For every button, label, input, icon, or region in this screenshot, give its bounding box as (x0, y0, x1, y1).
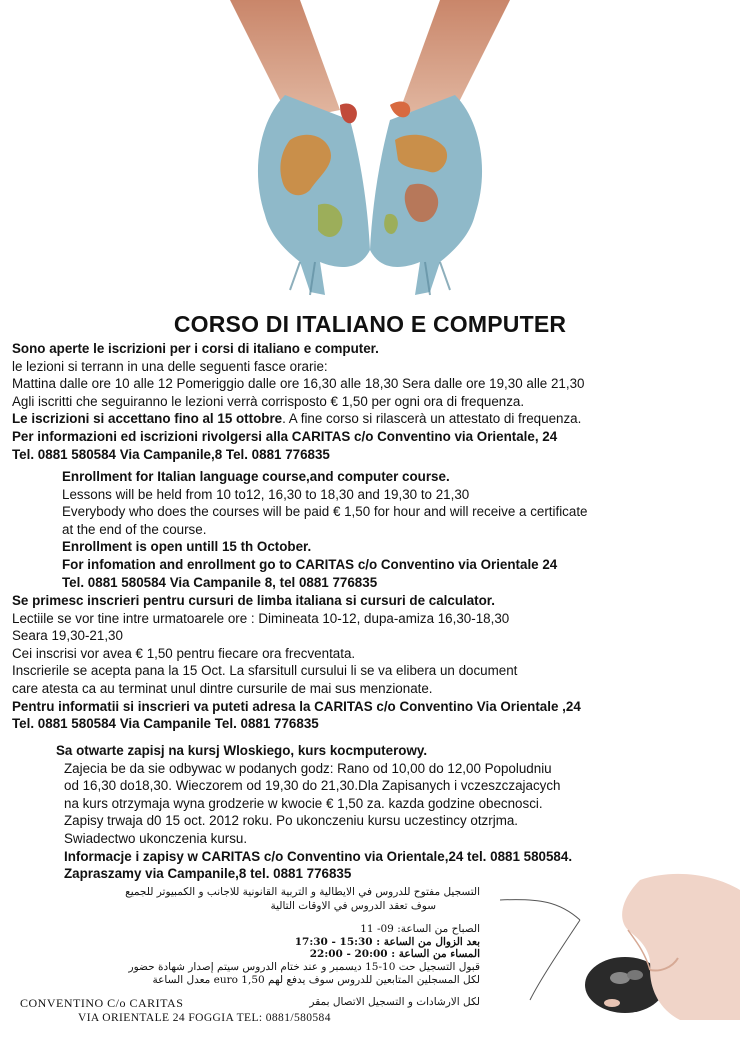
italian-section (12, 340, 732, 463)
english-section (62, 468, 702, 591)
polish-line: od 16,30 do18,30. Wieczorem od 19,30 do 21,30.Dla Zapisanych i vczeszczajacych (64, 778, 561, 794)
arabic-line: المساء من الساعة : 20:00 - 22:00 (309, 948, 480, 960)
arabic-line: لكل المسجلين المتابعين للدروس سوف يدفع لهم 1,50 euro معدل الساعة (152, 974, 480, 986)
romanian-line: Inscrierile se acepta pana la 15 Oct. La sfarsitull cursului li se va elibera un document (12, 663, 518, 679)
polish-line: Zajecia be da sie odbywac w podanych godz: Rano od 10,00 do 12,00 Popoludniu (64, 760, 552, 776)
polish-line: Zapraszamy via Campanile,8 tel. 0881 776835 (64, 866, 352, 882)
caritas-label: CONVENTINO C/o CARITAS (20, 996, 184, 1010)
english-line: Enrollment is open untill 15 th October. (62, 539, 312, 555)
romanian-line: Se primesc inscrieri pentru cursuri de limba italiana si cursuri de calculator. (12, 593, 495, 608)
english-line: Lessons will be held from 10 to12, 16,30 to 18,30 and 19,30 to 21,30 (62, 486, 470, 502)
polish-line: Swiadectwo ukonczenia kursu. (64, 830, 248, 846)
arabic-line: لكل الارشادات و التسجيل الاتصال بمقر (309, 996, 480, 1008)
polish-line: na kurs otrzymaja wyna grodzerie w kwocie € 1,50 za. kazda godzine obecnosci. (64, 795, 543, 811)
italian-deadline: Le iscrizioni si accettano fino al 15 ottobre (12, 411, 283, 427)
romanian-section (12, 592, 732, 733)
italian-line: le lezioni si terrann in una delle seguenti fasce orarie: (12, 358, 328, 374)
polish-line: Informacje i zapisy w CARITAS c/o Conventino via Orientale,24 tel. 0881 580584. (64, 848, 573, 864)
english-line: at the end of the course. (62, 521, 207, 537)
polish-line: Sa otwarte zapisj na kursj Wloskiego, kurs kocmputerowy. (56, 743, 428, 758)
italian-certificate-note: . A fine corso si rilascerà un attestato di frequenza. (282, 411, 582, 427)
english-line: Tel. 0881 580584 Via Campanile 8, tel 0881 776835 (62, 574, 378, 590)
english-line: Enrollment for Italian language course,and computer course. (62, 469, 450, 484)
romanian-line: Tel. 0881 580584 Via Campanile Tel. 0881 776835 (12, 716, 319, 732)
romanian-line: Seara 19,30-21,30 (12, 628, 123, 644)
english-line: Everybody who does the courses will be paid € 1,50 for hour and will receive a certificate (62, 504, 588, 520)
italian-line: Agli iscritti che seguiranno le lezioni verrà corrisposto € 1,50 per ogni ora di frequenza. (12, 393, 525, 409)
italian-line: Mattina dalle ore 10 alle 12 Pomeriggio dalle ore 16,30 alle 18,30 Sera dalle ore 19,30 alle 21,30 (12, 376, 585, 392)
hand-on-mouse-illustration (500, 860, 740, 1020)
page-title: CORSO DI ITALIANO E COMPUTER (173, 311, 567, 337)
arabic-line: بعد الزوال من الساعة : 15:30 - 17:30 (294, 936, 480, 948)
romanian-line: Cei inscrisi vor avea € 1,50 pentru fiecare ora frecventata. (12, 645, 356, 661)
arabic-line: قبول التسجيل حت 10-15 ديسمبر و عند ختام الدروس سيتم إصدار شهادة حضور (128, 961, 480, 973)
world-map-hands-illustration (190, 0, 550, 300)
arabic-line: سوف تعقد الدروس في الاوقات التالية (270, 900, 436, 912)
footer-address: VIA ORIENTALE 24 FOGGIA TEL: 0881/580584 (78, 1012, 331, 1024)
polish-line: Zapisy trwaja d0 15 oct. 2012 roku. Po ukonczeniu kursu uczestincy otzrjma. (64, 813, 519, 829)
italian-line: Per informazioni ed iscrizioni rivolgersi alla CARITAS c/o Conventino via Orientale, 24 (12, 428, 558, 444)
italian-line: Sono aperte le iscrizioni per i corsi di italiano e computer. (12, 341, 379, 356)
italian-line (12, 410, 732, 428)
romanian-line: Lectiile se vor tine intre urmatoarele ore : Dimineata 10-12, dupa-amiza 16,30-18,30 (12, 610, 510, 626)
romanian-line: care atesta ca au terminat unul dintre cursurile de mai sus menzionate. (12, 680, 433, 696)
arabic-line: الصباح من الساعة: 09- 11 (360, 923, 480, 935)
english-line: For infomation and enrollment go to CARITAS c/o Conventino via Orientale 24 (62, 556, 558, 572)
italian-line: Tel. 0881 580584 Via Campanile,8 Tel. 0881 776835 (12, 446, 330, 462)
romanian-line: Pentru informatii si inscrieri va puteti adresa la CARITAS c/o Conventino Via Orientale ,24 (12, 698, 581, 714)
arabic-line: التسجيل مفتوح للدروس في الايطالية و التربية القانونية للاجانب و الكمبيوتر للجميع (125, 886, 480, 898)
